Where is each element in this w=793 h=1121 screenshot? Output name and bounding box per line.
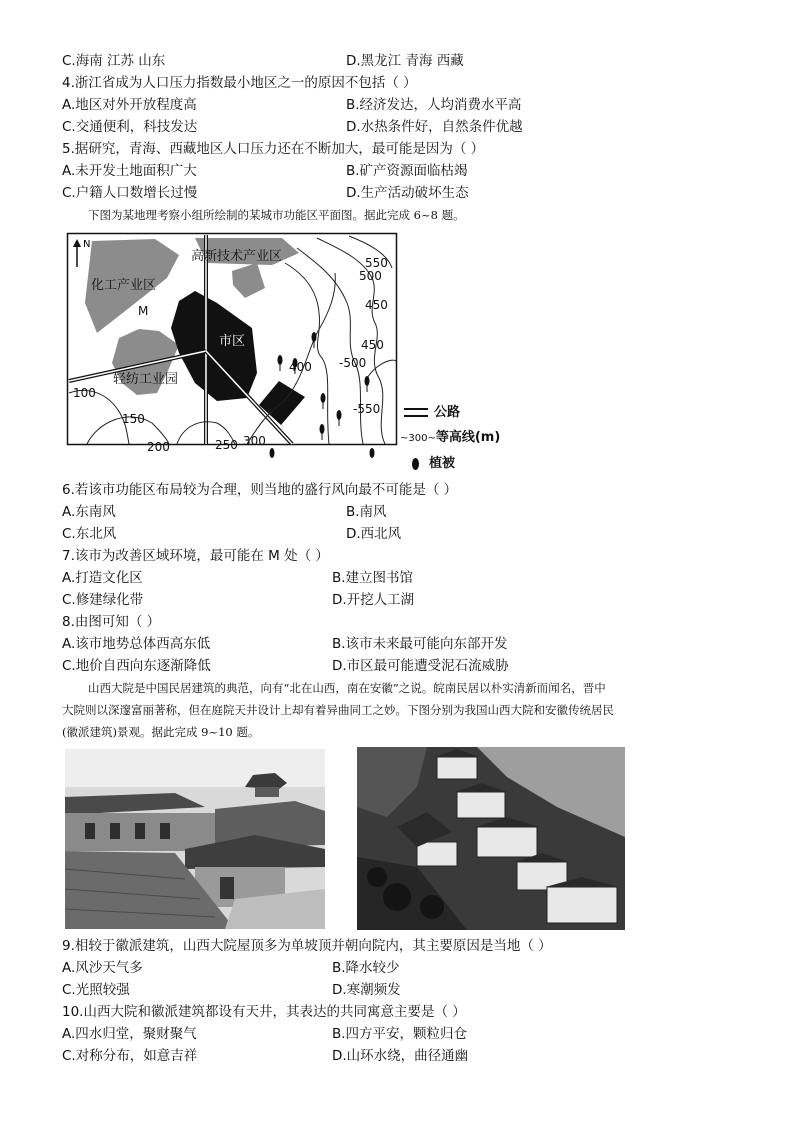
contour-legend-sample: ~300~ xyxy=(400,433,436,444)
q5-option-c: C.户籍人口数增长过慢 xyxy=(62,185,198,201)
contour-200: 200 xyxy=(147,440,170,454)
intro-9-10-line3: (徽派建筑)景观。据此完成 9~10 题。 xyxy=(62,725,260,739)
q6-option-c: C.东北风 xyxy=(62,526,117,542)
q10-stem: 10.山西大院和徽派建筑都设有天井，其表达的共同寓意主要是（ ） xyxy=(62,1004,466,1020)
q5-option-a: A.未开发土地面积广大 xyxy=(62,163,197,179)
contour-150: 150 xyxy=(122,412,145,426)
contour-450b: 450 xyxy=(361,338,384,352)
q8-option-a: A.该市地势总体西高东低 xyxy=(62,636,211,652)
contour-500a: 500 xyxy=(359,269,382,283)
q5-option-b: B.矿产资源面临枯竭 xyxy=(346,163,468,179)
contour-450a: 450 xyxy=(365,298,388,312)
q10-option-b: B.四方平安，颗粒归仓 xyxy=(332,1026,468,1042)
q4-option-d: D.水热条件好，自然条件优越 xyxy=(346,119,523,135)
q3-option-c: C.海南 江苏 山东 xyxy=(62,53,166,69)
q6-option-a: A.东南风 xyxy=(62,504,116,520)
road-legend-icon xyxy=(404,408,428,417)
q8-option-c: C.地价自西向东逐渐降低 xyxy=(62,658,211,674)
legend-road: 公路 xyxy=(404,401,460,420)
q10-option-c: C.对称分布，如意吉祥 xyxy=(62,1048,198,1064)
q9-option-b: B.降水较少 xyxy=(332,960,400,976)
q4-option-c: C.交通便利，科技发达 xyxy=(62,119,198,135)
q8-stem: 8.由图可知（ ） xyxy=(62,614,161,630)
q9-stem: 9.相较于徽派建筑，山西大院屋顶多为单坡顶并朝向院内，其主要原因是当地（ ） xyxy=(62,938,552,954)
q4-option-a: A.地区对外开放程度高 xyxy=(62,97,197,113)
contour-400: 400 xyxy=(289,360,312,374)
q6-option-b: B.南风 xyxy=(346,504,387,520)
contour-550a: 550 xyxy=(365,256,388,270)
q4-stem: 4.浙江省成为人口压力指数最小地区之一的原因不包括（ ） xyxy=(62,75,417,91)
legend-contour: ~300~等高线(m) xyxy=(400,430,501,445)
north-label: N xyxy=(83,239,91,250)
intro-6-8: 下图为某地理考察小组所绘制的某城市功能区平面图。据此完成 6~8 题。 xyxy=(88,208,465,222)
q8-option-d: D.市区最可能遭受泥石流威胁 xyxy=(332,658,509,674)
huizhou-architecture-photo xyxy=(357,747,625,930)
contour-300: 300 xyxy=(243,434,266,448)
q9-option-a: A.风沙天气多 xyxy=(62,960,143,976)
q10-option-a: A.四水归堂，聚财聚气 xyxy=(62,1026,197,1042)
contour-250: 250 xyxy=(215,438,238,452)
q8-option-b: B.该市未来最可能向东部开发 xyxy=(332,636,508,652)
q7-option-a: A.打造文化区 xyxy=(62,570,143,586)
label-high-tech: 高新技术产业区 xyxy=(191,249,283,264)
q9-option-d: D.寒潮频发 xyxy=(332,982,401,998)
contour-500b: -500 xyxy=(339,356,367,370)
label-chemical: 化工产业区 xyxy=(91,278,157,293)
q5-option-d: D.生产活动破坏生态 xyxy=(346,185,469,201)
q3-option-d: D.黑龙江 青海 西藏 xyxy=(346,53,464,69)
q6-stem: 6.若该市功能区布局较为合理，则当地的盛行风向最不可能是（ ） xyxy=(62,482,458,498)
q7-option-c: C.修建绿化带 xyxy=(62,592,144,608)
q4-option-b: B.经济发达，人均消费水平高 xyxy=(346,97,522,113)
contour-550b: -550 xyxy=(353,402,381,416)
city-function-map xyxy=(67,233,397,454)
label-m: M xyxy=(138,304,149,318)
intro-9-10-line1: 山西大院是中国民居建筑的典范，向有“北在山西，南在安徽”之说。皖南民居以朴实清新而闻名，晋中 xyxy=(88,681,606,695)
label-city: 市区 xyxy=(219,334,246,349)
q9-option-c: C.光照较强 xyxy=(62,982,130,998)
legend-vegetation: 植被 xyxy=(412,452,455,471)
q7-option-d: D.开挖人工湖 xyxy=(332,592,415,608)
vegetation-legend-icon xyxy=(412,458,419,470)
contour-100: 100 xyxy=(73,386,96,400)
q5-stem: 5.据研究，青海、西藏地区人口压力还在不断加大，最可能是因为（ ） xyxy=(62,141,485,157)
q7-option-b: B.建立图书馆 xyxy=(332,570,414,586)
intro-9-10-line2: 大院则以深邃富丽著称，但在庭院天井设计上却有着异曲同工之妙。下图分别为我国山西大院和安徽传统居民 xyxy=(62,703,614,717)
shanxi-courtyard-photo xyxy=(65,749,325,929)
q7-stem: 7.该市为改善区域环境，最可能在 M 处（ ） xyxy=(62,548,329,564)
q6-option-d: D.西北风 xyxy=(346,526,402,542)
label-light-industry: 轻纺工业园 xyxy=(113,372,179,387)
q10-option-d: D.山环水绕，曲径通幽 xyxy=(332,1048,469,1064)
